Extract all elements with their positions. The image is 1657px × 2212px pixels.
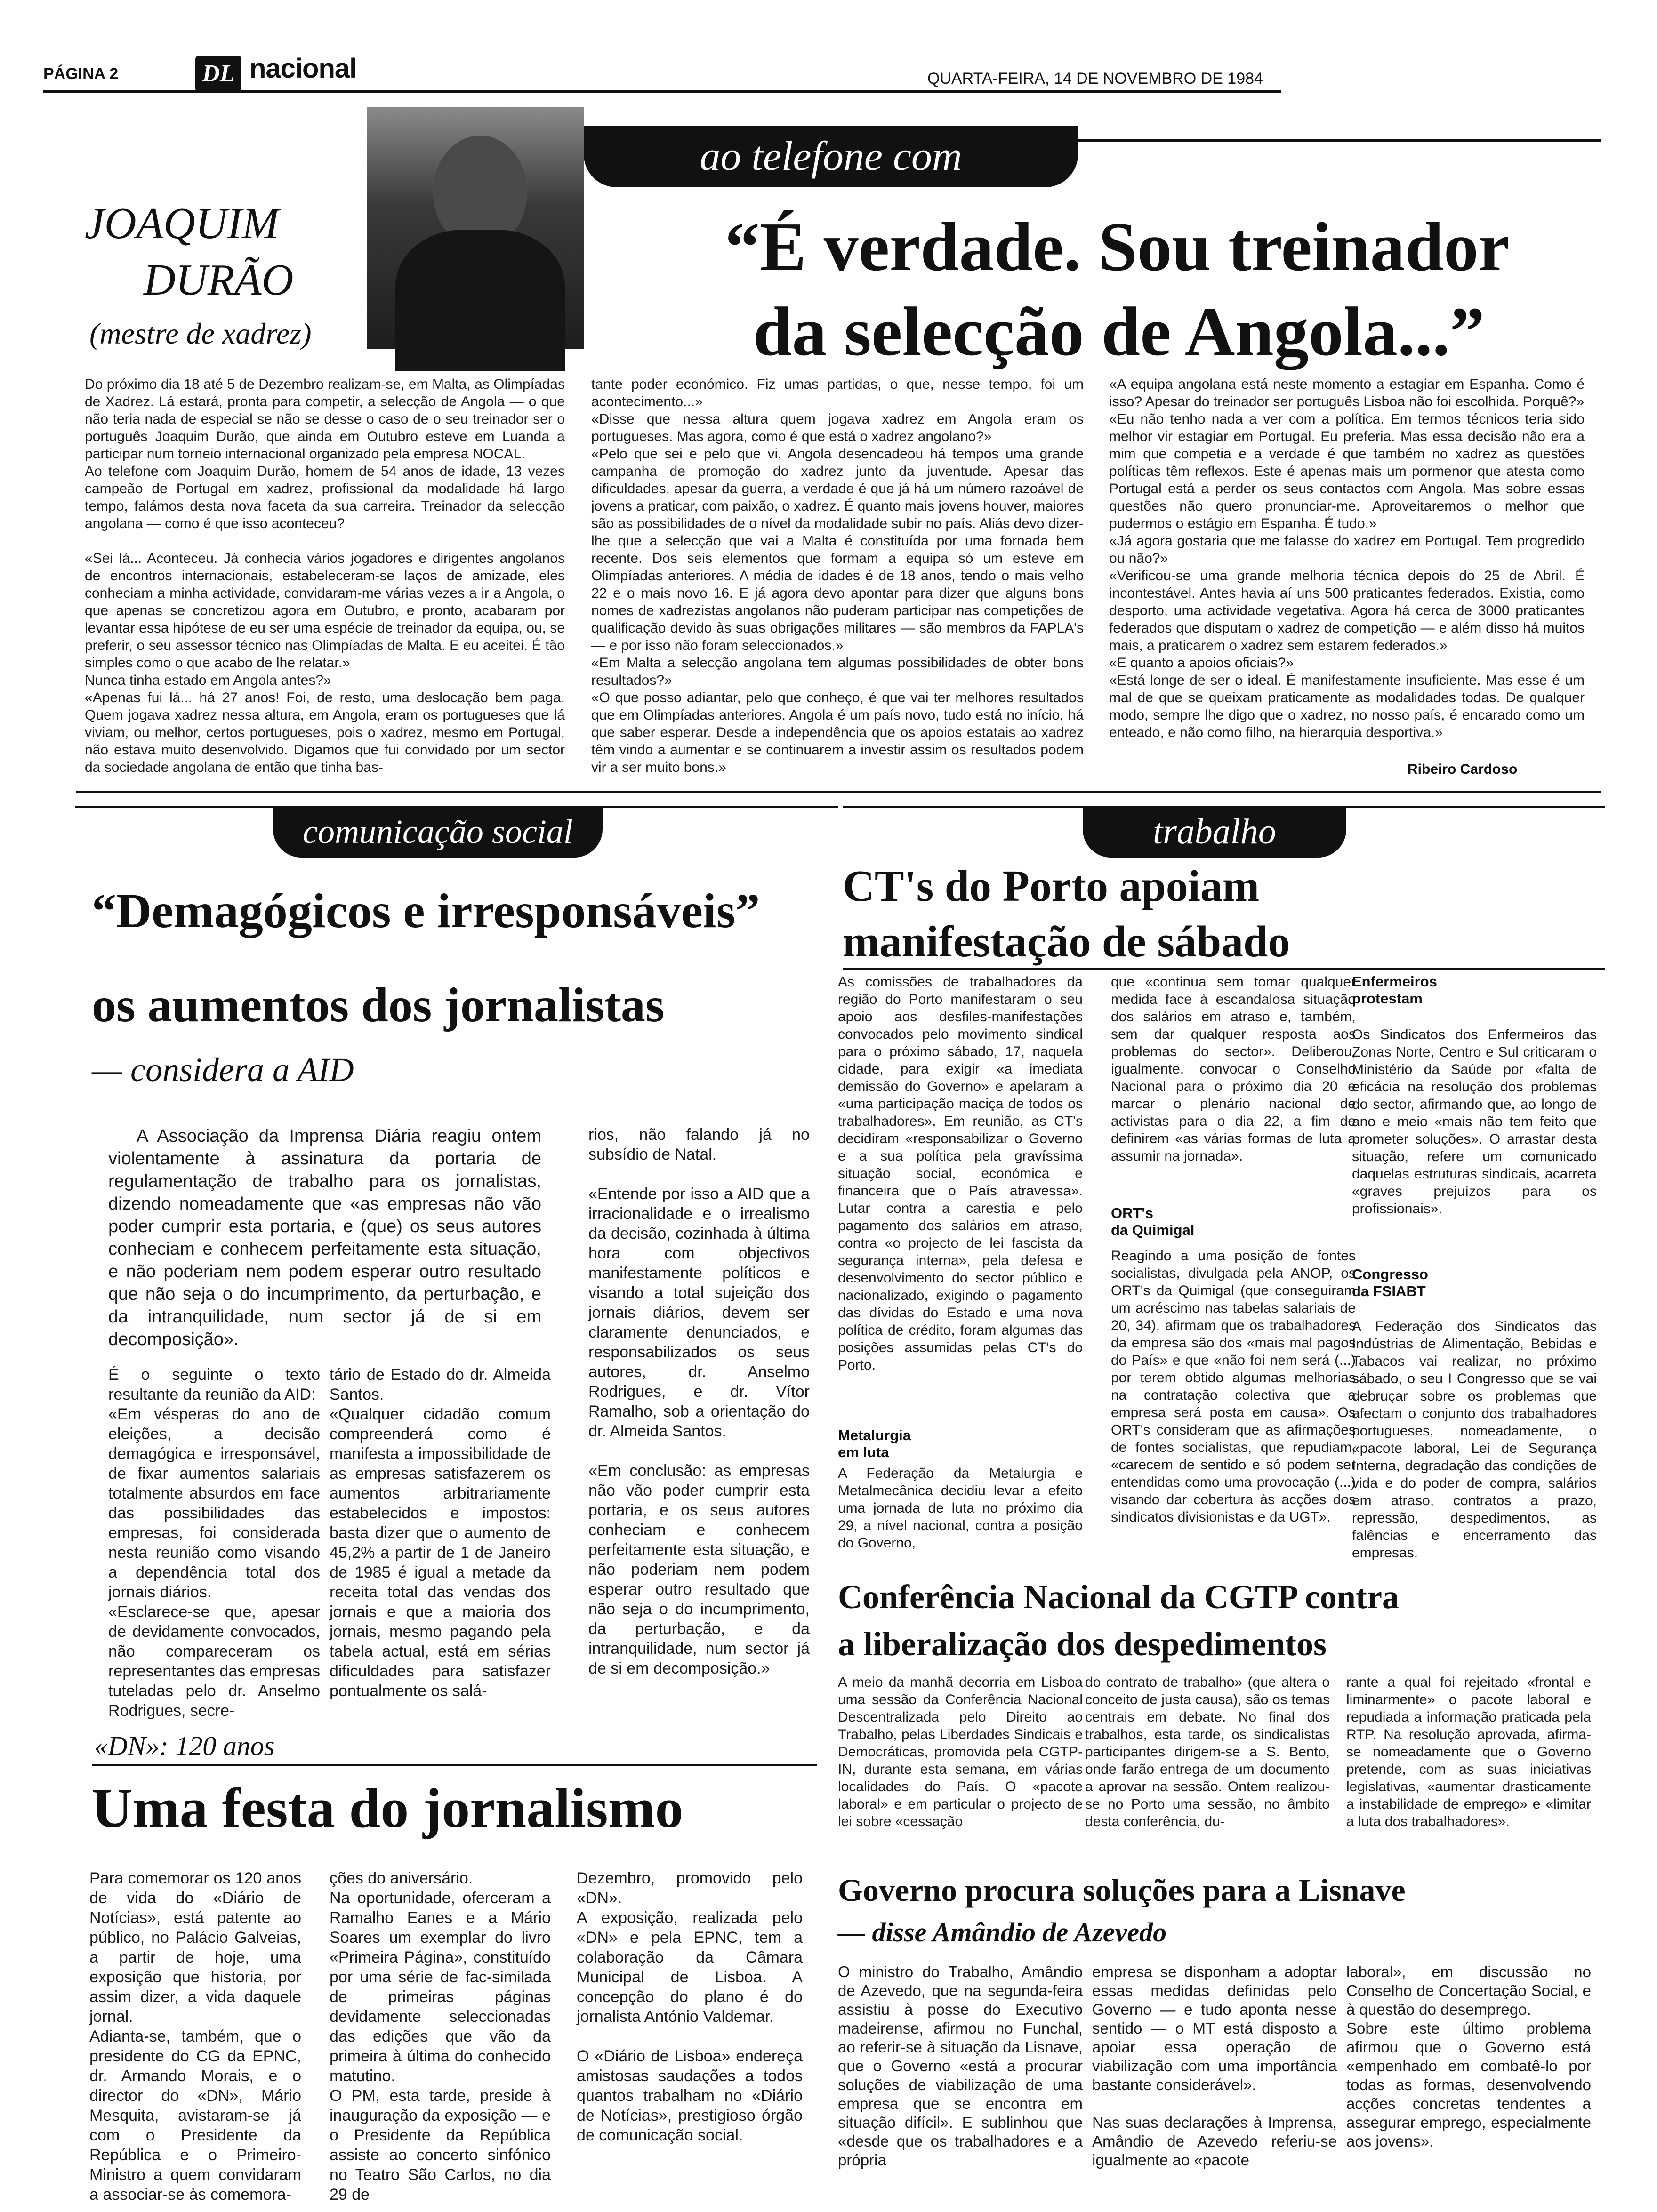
dn-column-1: Para comemorar os 120 anos de vida do «Diário de Notícias», está patente ao público, no Palácio Galveias, a partir de hoje, uma exposição que historia, por assim dizer, a vida daquele jornal. Adianta-se, também, que o presidente do CG da EPNC, dr. Armando Morais, e o director do «DN», Mário Mesquita, avistaram-se já com o Presidente da República e o Primeiro-Ministro a quem convidaram a associar-se às comemora- xyxy=(89,1869,301,2204)
trabalho-headline: CT's do Porto apoiam xyxy=(843,862,1260,911)
page-number: PÁGINA 2 xyxy=(43,65,119,83)
interviewee-name: JOAQUIM xyxy=(85,199,279,248)
lisnave-headline: Governo procura soluções para a Lisnave xyxy=(838,1872,1406,1908)
cgtp-column-2: do contrato de trabalho» (que altera o conceito de justa causa), são os temas centrais em debate. No final dos trabalhos, esta tarde, os sindicalistas participantes dirigem-se a S. Bento, onde farão entrega de um documento a aprovar na sessão. Ontem realizou-se no Porto uma sessão, no âmbito desta conferência, du- xyxy=(1085,1675,1330,1829)
interview-column-2: tante poder económico. Fiz umas partidas, o que, nesse tempo, foi um acontecimento...» «Disse que nessa altura quem jogava xadrez em Angola eram os portugueses. Mas agora, como é que está o xadrez angolano?» «Pelo que sei e pelo que vi, Angola desencadeou há tempos uma grande campanha de promoção do xadrez junto da juventude. Apesar das dificuldades, apesar da guerra, a verdade é que já há um número razoável de jovens a praticar, com paixão, o xadrez. É quanto mais jovens houver, maiores são as possibilidades de o nível da modalidade subir no país. Aliás devo dizer-lhe que a selecção que vai a Malta é constituída por uma fornada bem recente. Dos seis elementos que formam a equipa só um esteve em Olimpíadas anteriores. A média de idades é de 18 anos, tendo o mais velho 22 e o mais novo 16. E já agora devo apontar para dizer que alguns bons nomes de xadrezistas angolanos não puderam participar nas competições de qualificação devido às suas obrigações militares — são membros da FAPLA's — e por isso não foram seleccionados.» «Em Malta a selecção angolana tem algumas possibilidades de obter bons resultados?» «O que posso adiantar, pelo que conheço, é que vai ter melhores resultados que em Olimpíadas anteriores. Angola é um país novo, tudo está no início, há que saber esperar. Desde a independência que os apoios estatais ao xadrez têm vindo a aumentar e se continuarem a investir assim os resultados podem vir a ser muito bons.» xyxy=(591,377,1084,775)
dn-kicker: «DN»: 120 anos xyxy=(94,1731,275,1761)
fsiabt-text: A Federação dos Sindicatos das Indústrias de Alimentação, Bebidas e Tabacos vai realizar, no próximo sábado, o seu I Congresso que se vai debruçar sobre os problemas que afectam o conjunto dos trabalhadores portugueses, nomeadamente, o «pacote laboral, Lei de Segurança Interna, degradação das condições de vida e do poder de compra, salários em atraso, contratos a prazo, repressão, despedimentos, as falências e encerramento das empresas. xyxy=(1352,1319,1597,1561)
interview-headline: “É verdade. Sou treinador xyxy=(725,208,1510,286)
interviewee-subtitle: (mestre de xadrez) xyxy=(89,317,312,350)
interview-headline-2: da selecção de Angola...” xyxy=(753,293,1485,370)
interview-rule xyxy=(1078,139,1601,142)
comunicacao-column-1: É o seguinte o texto resultante da reunião da AID: «Em vésperas do ano de eleições, a decisão demagógica e irresponsável, de fixar aumentos salariais totalmente absurdos em face das possibilidades das empresas, foi considerada nesta reunião como visando a dependência total dos jornais diários. «Esclarece-se que, apesar de devidamente convocados, não compareceram os representantes das empresas tuteladas pelo dr. Anselmo Rodrigues, secre- xyxy=(108,1366,320,1720)
cgtp-column-1: A meio da manhã decorria em Lisboa uma sessão da Conferência Nacional Descentralizada pelo Direito ao Trabalho, pelas Liberdades Sindicais e Democráticas, promovida pela CGTP-IN, durante esta semana, em várias localidades do País. O «pacote laboral» e em particular o projecto de lei sobre «cessação xyxy=(838,1675,1083,1829)
ort-text: Reagindo a uma posição de fontes socialistas, divulgada pela ANOP, os ORT's da Quimigal (que conseguiram um acréscimo nas tabelas salariais de 20, 34), afirmam que os trabalhadores da empresa são dos «mais mal pagos do País» e que «não foi nem será (...) por terem obtido algumas melhorias na contratação colectiva que a empresa será posta em causa». Os ORT's consideram que as afirmações de fontes socialistas, que repudiam, «carecem de sentido e só podem ser entendidas como uma provocação (...) visando dar cobertura às acções dos sindicatos divisionistas e da UGT». xyxy=(1111,1248,1356,1525)
metalurgia-text: A Federação da Metalurgia e Metalmecânica decidiu levar a efeito uma jornada de luta no próximo dia 29, a nível nacional, contra a posição do Governo, xyxy=(838,1466,1083,1551)
newspaper-logo: DL xyxy=(195,56,241,92)
fsiabt-subhead: Congresso da FSIABT xyxy=(1352,1266,1428,1299)
trabalho-column-2: que «continua sem tomar qualquer medida face à escandalosa situação dos salários em atraso e, também, sem dar qualquer resposta aos problemas do sector». Deliberou, igualmente, convocar o Conselho Nacional para o próximo dia 20 e marcar o plenário nacional de activistas para o dia 22, a fim de definirem «as várias formas de luta a assumir na jornada». xyxy=(1111,974,1356,1164)
section-name: nacional xyxy=(249,53,357,84)
comunicacao-column-right: rios, não falando já no subsídio de Natal. «Entende por isso a AID que a irracionalidade e o irrealismo da decisão, cozinhada à última hora com objectivos manifestamente políticos e visando a total sujeição dos jornais diários, devem ser claramente denunciados, e responsabilizados os seus autores, dr. Anselmo Rodrigues, e dr. Vítor Ramalho, sob a orientação do dr. Almeida Santos. «Em conclusão: as empresas não vão poder cumprir esta portaria, e os seus autores conheciam e conhecem perfeitamente esta situação, e não poderiam nem podem esperar outro resultado que não seja o do incumprimento, da perturbação, e da intranquilidade, num sector já de si em decomposição.» xyxy=(588,1126,810,1677)
lisnave-column-1: O ministro do Trabalho, Amândio de Azevedo, que na segunda-feira assistiu à posse do Executivo madeirense, afirmou no Funchal, ao referir-se à situação da Lisnave, que o Governo «está a procurar soluções de viabilização de uma empresa que se encontra em situação difícil». E sublinhou que «desde que os trabalhadores e a própria xyxy=(838,1963,1083,2169)
lisnave-column-3: laboral», em discussão no Conselho de Concertação Social, e à questão do desemprego. Sobre este último problema afirmou que o Governo está «empenhado em combatê-lo por todas as formas, desenvolvendo acções concretas tendentes a assegurar emprego, especialmente aos jovens». xyxy=(1346,1963,1591,2150)
issue-date: QUARTA-FEIRA, 14 DE NOVEMBRO DE 1984 xyxy=(927,70,1263,88)
trabalho-banner: trabalho xyxy=(1083,806,1346,858)
enfermeiros-subhead: Enfermeiros protestam xyxy=(1352,973,1437,1007)
enfermeiros-text: Os Sindicatos dos Enfermeiros das Zonas Norte, Centro e Sul criticaram o Ministério da Saúde por «falta de eficácia na resolução dos problemas do sector, afirmando que, ao longo de ano e meio «mais não tem feito que prometer soluções». O arrastar desta situação, refere um comunicado daquelas estruturas sindicais, acarreta «graves prejuízos para os profissionais». xyxy=(1352,1027,1597,1217)
interview-column-3: «A equipa angolana está neste momento a estagiar em Espanha. Como é isso? Apesar do treinador ser português Lisboa não foi escolhida. Porquê?» «Eu não tenho nada a ver com a política. Em termos técnicos teria sido melhor vir estagiar em Portugal. Eu preferia. Mas essa decisão não era a mim que competia e a verdade é que também no xadrez as questões políticas têm reflexos. Este é apenas mais um pormenor que atesta como Portugal está a perder os seus contactos com Angola. Mas sobre essas questões não quero pronunciar-me. Aproveitaremos o melhor que pudermos o estágio em Espanha. É tudo.» «Já agora gostaria que me falasse do xadrez em Portugal. Tem progredido ou não?» «Verificou-se uma grande melhoria técnica depois do 25 de Abril. É incontestável. Antes havia aí uns 500 praticantes federados. Existia, como desporto, uma actividade vegetativa. Agora há cerca de 3000 praticantes federados que disputam o xadrez de competição — e além disso há muitos mais, a praticarem o xadrez sem estarem federados.» «E quanto a apoios oficiais?» «Está longe de ser o ideal. É manifestamente insuficiente. Mas esse é um mal de que se queixam praticamente as modalidades todas. De qualquer modo, sempre lhe digo que o xadrez, no nosso país, é encarado como um enteado, e não como filho, na hierarquia desportiva.» xyxy=(1109,377,1585,740)
metalurgia-subhead: Metalurgia em luta xyxy=(838,1427,911,1460)
ort-subhead: ORT's da Quimigal xyxy=(1111,1205,1195,1238)
dn-column-2: ções do aniversário. Na oportunidade, oferceram a Ramalho Eanes e a Mário Soares um exemplar do livro «Primeira Página», constituído por uma série de fac-similada de primeiras páginas devidamente seleccionadas das edições que vão da primeira à última do conhecido matutino. O PM, esta tarde, preside à inauguração da exposição — e o Presidente da República assiste ao concerto sinfónico no Teatro São Carlos, no dia 29 de xyxy=(330,1869,551,2204)
comunicacao-headline-2: os aumentos dos jornalistas xyxy=(92,978,665,1032)
comunicacao-banner: comunicação social xyxy=(273,806,603,858)
interview-banner: ao telefone com xyxy=(584,126,1078,187)
comunicacao-lead: A Associação da Imprensa Diária reagiu ontem violentamente à assinatura da portaria de regulamentação de trabalho para os jornalistas, dizendo nomeadamente que «as empresas não vão poder cumprir esta portaria, e (que) os seus autores conheciam e conhecem perfeitamente esta situação, e não poderiam nem podem esperar outro resultado que não seja o do incumprimento, da perturbação, e da intranquilidade, num sector já de si em decomposição». xyxy=(108,1126,541,1349)
lisnave-subhead: — disse Amândio de Azevedo xyxy=(838,1917,1167,1948)
trabalho-headline-2: manifestação de sábado xyxy=(843,917,1290,966)
trabalho-column-1: As comissões de trabalhadores da região do Porto manifestaram o seu apoio aos desfiles-manifestações convocados pelo movimento sindical para o próximo sábado, 17, naquela cidade, para exigir «a imediata demissão do Governo» e apelaram a «uma participação maciça de todos os trabalhadores». Em reunião, as CT's decidiram «responsabilizar o Governo e a sua política pela gravíssima situação social, económica e financeira que o País atravessa». Lutar contra a carestia e pelo pagamento dos salários em atraso, contra «o projecto de lei fascista da segurança interna», pela defesa e desenvolvimento do sector público e nacionalizado, exigindo o pagamento das dívidas do Estado e uma nova política de crédito, foram algumas das posições assumidas pelas CT's do Porto. xyxy=(838,974,1083,1373)
comunicacao-column-2: tário de Estado do dr. Almeida Santos. «Qualquer cidadão comum compreenderá como é manifesta a impossibilidade de as empresas satisfazerem os aumentos arbitrariamente estabelecidos e impostos: basta dizer que o aumento de 45,2% a partir de 1 de Janeiro de 1985 é igual a metade da receita total das vendas dos jornais e que a maioria dos jornais, mesmo pagando pela tabela actual, está em sérias dificuldades para satisfazer pontualmente os salá- xyxy=(330,1366,551,1700)
dn-kicker-rule xyxy=(92,1764,817,1766)
lisnave-column-2: empresa se disponham a adoptar essas medidas definidas pelo Governo — e tudo aponta nesse sentido — o MT está disposto a apoiar essa operação de viabilização com uma importância bastante considerável». Nas suas declarações à Imprensa, Amândio de Azevedo referiu-se igualmente ao «pacote xyxy=(1092,1963,1337,2169)
interview-column-1: Do próximo dia 18 até 5 de Dezembro realizam-se, em Malta, as Olimpíadas de Xadrez. Lá estará, pronta para competir, a selecção de Angola — o que não teria nada de especial se não se desse o caso de o seu treinador ser o português Joaquim Durão, que ainda em Outubro esteve em Luanda a participar num torneio internacional organizado pela empresa NOCAL. Ao telefone com Joaquim Durão, homem de 54 anos de idade, 13 vezes campeão de Portugal em xadrez, profissional da modalidade há largo tempo, falámos desta nova faceta da sua carreira. Treinador da selecção angolana — como é que isso aconteceu? «Sei lá... Aconteceu. Já conhecia vários jogadores e dirigentes angolanos de encontros internacionais, estabeleceram-se laços de amizade, eles conheciam a minha actividade, convidaram-me várias vezes a ir a Angola, o que apenas se concretizou agora em Outubro, e pronto, acabaram por levantar essa hipótese de eu ser uma espécie de treinador da equipa, ou, se preferir, o seu assessor técnico nas Olimpíadas de Malta. E eu aceitei. É tão simples como o que acabo de lhe relatar.» Nunca tinha estado em Angola antes?» «Apenas fui lá... há 27 anos! Foi, de resto, uma deslocação bem paga. Quem jogava xadrez nessa altura, em Angola, eram os portugueses que lá viviam, ou melhor, certos portugueses, pois o xadrez, mesmo em Portugal, não estava muito desenvolvido. Digamos que fui convidado por um sector da sociedade angolana de então que tinha bas- xyxy=(85,377,565,775)
comunicacao-subhead: — considera a AID xyxy=(92,1051,354,1089)
interviewee-surname: DURÃO xyxy=(144,256,294,305)
section-divider xyxy=(76,791,1601,793)
comunicacao-headline: “Demagógicos e irresponsáveis” xyxy=(92,884,760,938)
dn-column-3: Dezembro, promovido pelo «DN». A exposição, realizada pelo «DN» e pela EPNC, tem a colaboração da Câmara Municipal de Lisboa. A concepção do plano é do jornalista António Valdemar. O «Diário de Lisboa» endereça amistosas saudações a todos quantos trabalham no «Diário de Notícias», prestigioso órgão de comunicação social. xyxy=(577,1869,803,2144)
header-rule xyxy=(43,90,1281,93)
dn-headline: Uma festa do jornalismo xyxy=(92,1777,684,1839)
cgtp-column-3: rante a qual foi rejeitado «frontal e liminarmente» o pacote laboral e repudiada a informação praticada pela RTP. Na resolução aprovada, afirma-se nomeadamente que o Governo pretende, com as suas iniciativas legislativas, «aumentar drasticamente a instabilidade de emprego» e «limitar a luta dos trabalhadores». xyxy=(1346,1675,1591,1829)
portrait-photo xyxy=(367,107,584,349)
trabalho-headline-rule xyxy=(843,968,1605,970)
cgtp-headline-2: a liberalização dos despedimentos xyxy=(838,1625,1327,1663)
cgtp-headline: Conferência Nacional da CGTP contra xyxy=(838,1578,1399,1616)
interview-byline: Ribeiro Cardoso xyxy=(1408,761,1518,777)
